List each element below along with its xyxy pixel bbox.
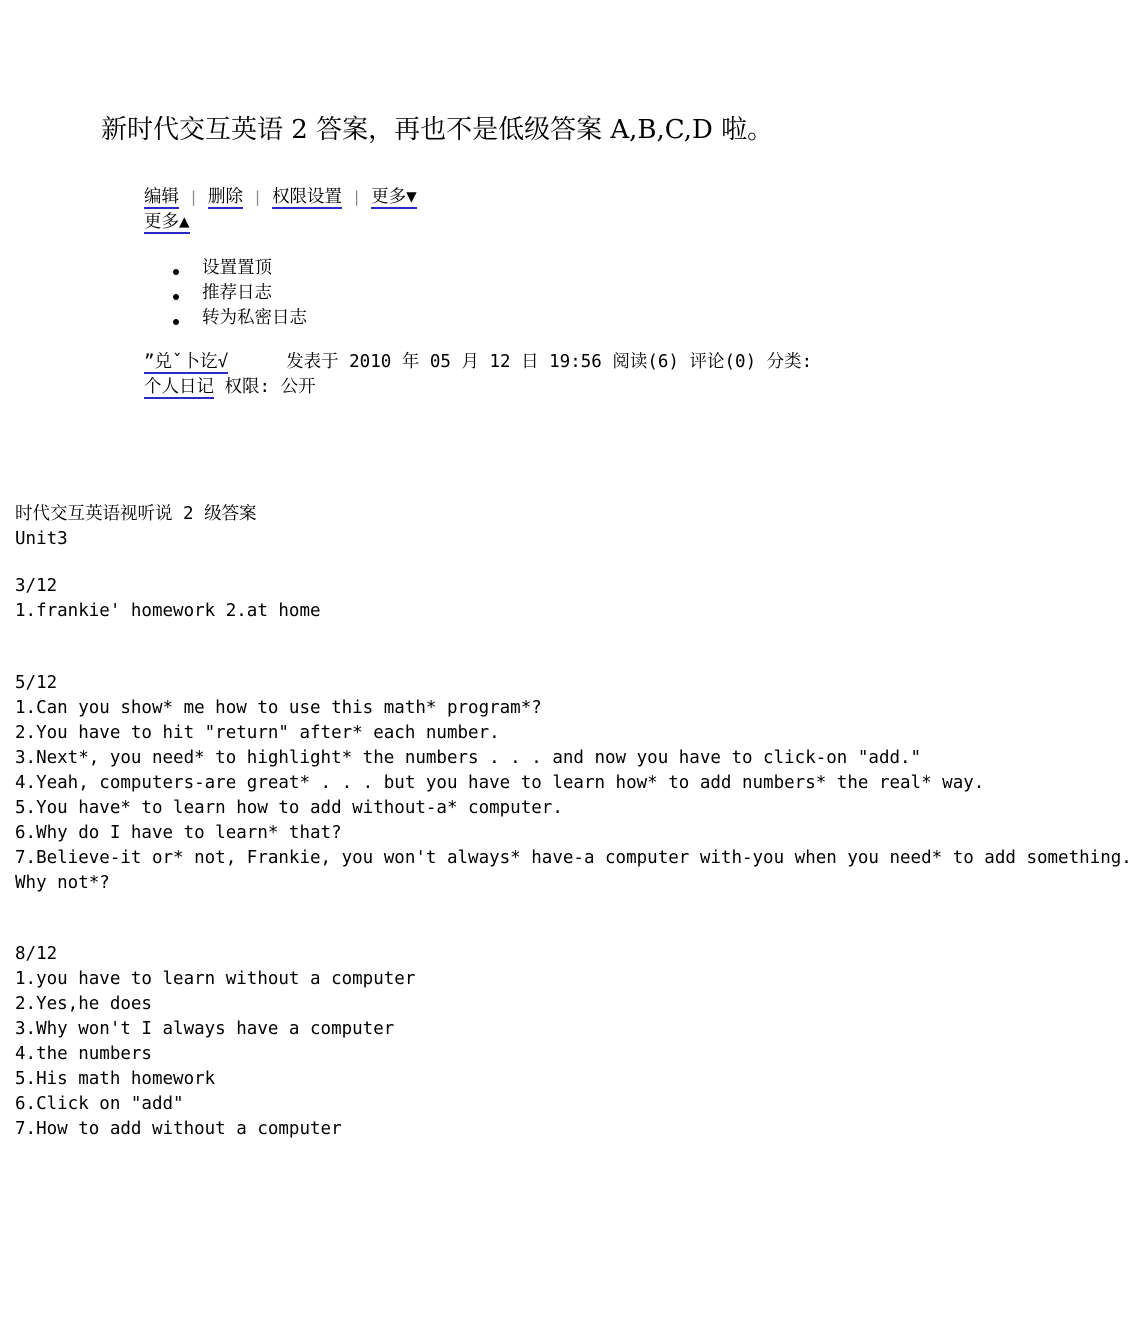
author-link[interactable]: ”兑ˇ卜讫√ xyxy=(144,352,229,372)
menu-item-recommend[interactable]: 推荐日志 xyxy=(144,281,812,306)
answer-line: 7.Believe-it or* not, Frankie, you won't always* have-a computer with-you when you need* to add something. xyxy=(15,848,1132,868)
answer-line: 1.frankie' homework 2.at home xyxy=(15,601,321,621)
more-expanded-row xyxy=(144,210,812,235)
post-content xyxy=(15,502,1132,1142)
menu-item-make-private[interactable]: 转为私密日志 xyxy=(144,306,812,331)
menu-item-pin-top[interactable]: 设置置顶 xyxy=(144,256,812,281)
answer-line: 1.you have to learn without a computer xyxy=(15,969,416,989)
action-bar xyxy=(144,185,812,210)
answer-line: 6.Why do I have to learn* that? xyxy=(15,823,342,843)
blog-entry-header xyxy=(144,185,812,400)
section-label: 5/12 xyxy=(15,673,58,693)
answer-line: 2.Yes,he does xyxy=(15,994,152,1014)
permission-settings-link[interactable]: 权限设置 xyxy=(272,187,343,207)
spacer xyxy=(15,552,1132,574)
answer-line: Why not*? xyxy=(15,873,110,893)
answer-line: 4.the numbers xyxy=(15,1044,152,1064)
section-label: 8/12 xyxy=(15,944,58,964)
separator: | xyxy=(253,188,263,206)
post-meta xyxy=(144,350,812,375)
page-title: 新时代交互英语 2 答案，再也不是低级答案 A,B,C,D 啦。 xyxy=(101,115,774,145)
post-meta-second xyxy=(144,375,812,400)
more-menu-list xyxy=(144,256,812,331)
answer-line: 6.Click on "add" xyxy=(15,1094,184,1114)
spacer xyxy=(15,624,1132,671)
answer-line: 5.You have* to learn how to add without-a* computer. xyxy=(15,798,563,818)
content-heading: 时代交互英语视听说 2 级答案 xyxy=(15,504,257,524)
answer-line: 4.Yeah, computers-are great* . . . but you have to learn how* to add numbers* the real* way. xyxy=(15,773,985,793)
more-menu-collapse[interactable]: 更多▲ xyxy=(144,212,190,232)
unit-label: Unit3 xyxy=(15,529,68,549)
section-label: 3/12 xyxy=(15,576,58,596)
more-menu-toggle[interactable]: 更多▼ xyxy=(371,187,417,207)
edit-link[interactable]: 编辑 xyxy=(144,187,179,207)
answer-line: 7.How to add without a computer xyxy=(15,1119,342,1139)
permission-status: 权限: 公开 xyxy=(224,377,316,397)
delete-link[interactable]: 删除 xyxy=(208,187,244,207)
answer-line: 1.Can you show* me how to use this math* program*? xyxy=(15,698,542,718)
answer-line: 3.Why won't I always have a computer xyxy=(15,1019,395,1039)
spacer xyxy=(15,896,1132,942)
separator: | xyxy=(352,188,362,206)
category-link[interactable]: 个人日记 xyxy=(144,377,214,397)
post-info: 发表于 2010 年 05 月 12 日 19:56 阅读(6) 评论(0) 分类: xyxy=(286,352,813,372)
separator: | xyxy=(189,188,199,206)
answer-line: 2.You have to hit "return" after* each number. xyxy=(15,723,500,743)
answer-line: 3.Next*, you need* to highlight* the numbers . . . and now you have to click-on "add." xyxy=(15,748,922,768)
answer-line: 5.His math homework xyxy=(15,1069,216,1089)
